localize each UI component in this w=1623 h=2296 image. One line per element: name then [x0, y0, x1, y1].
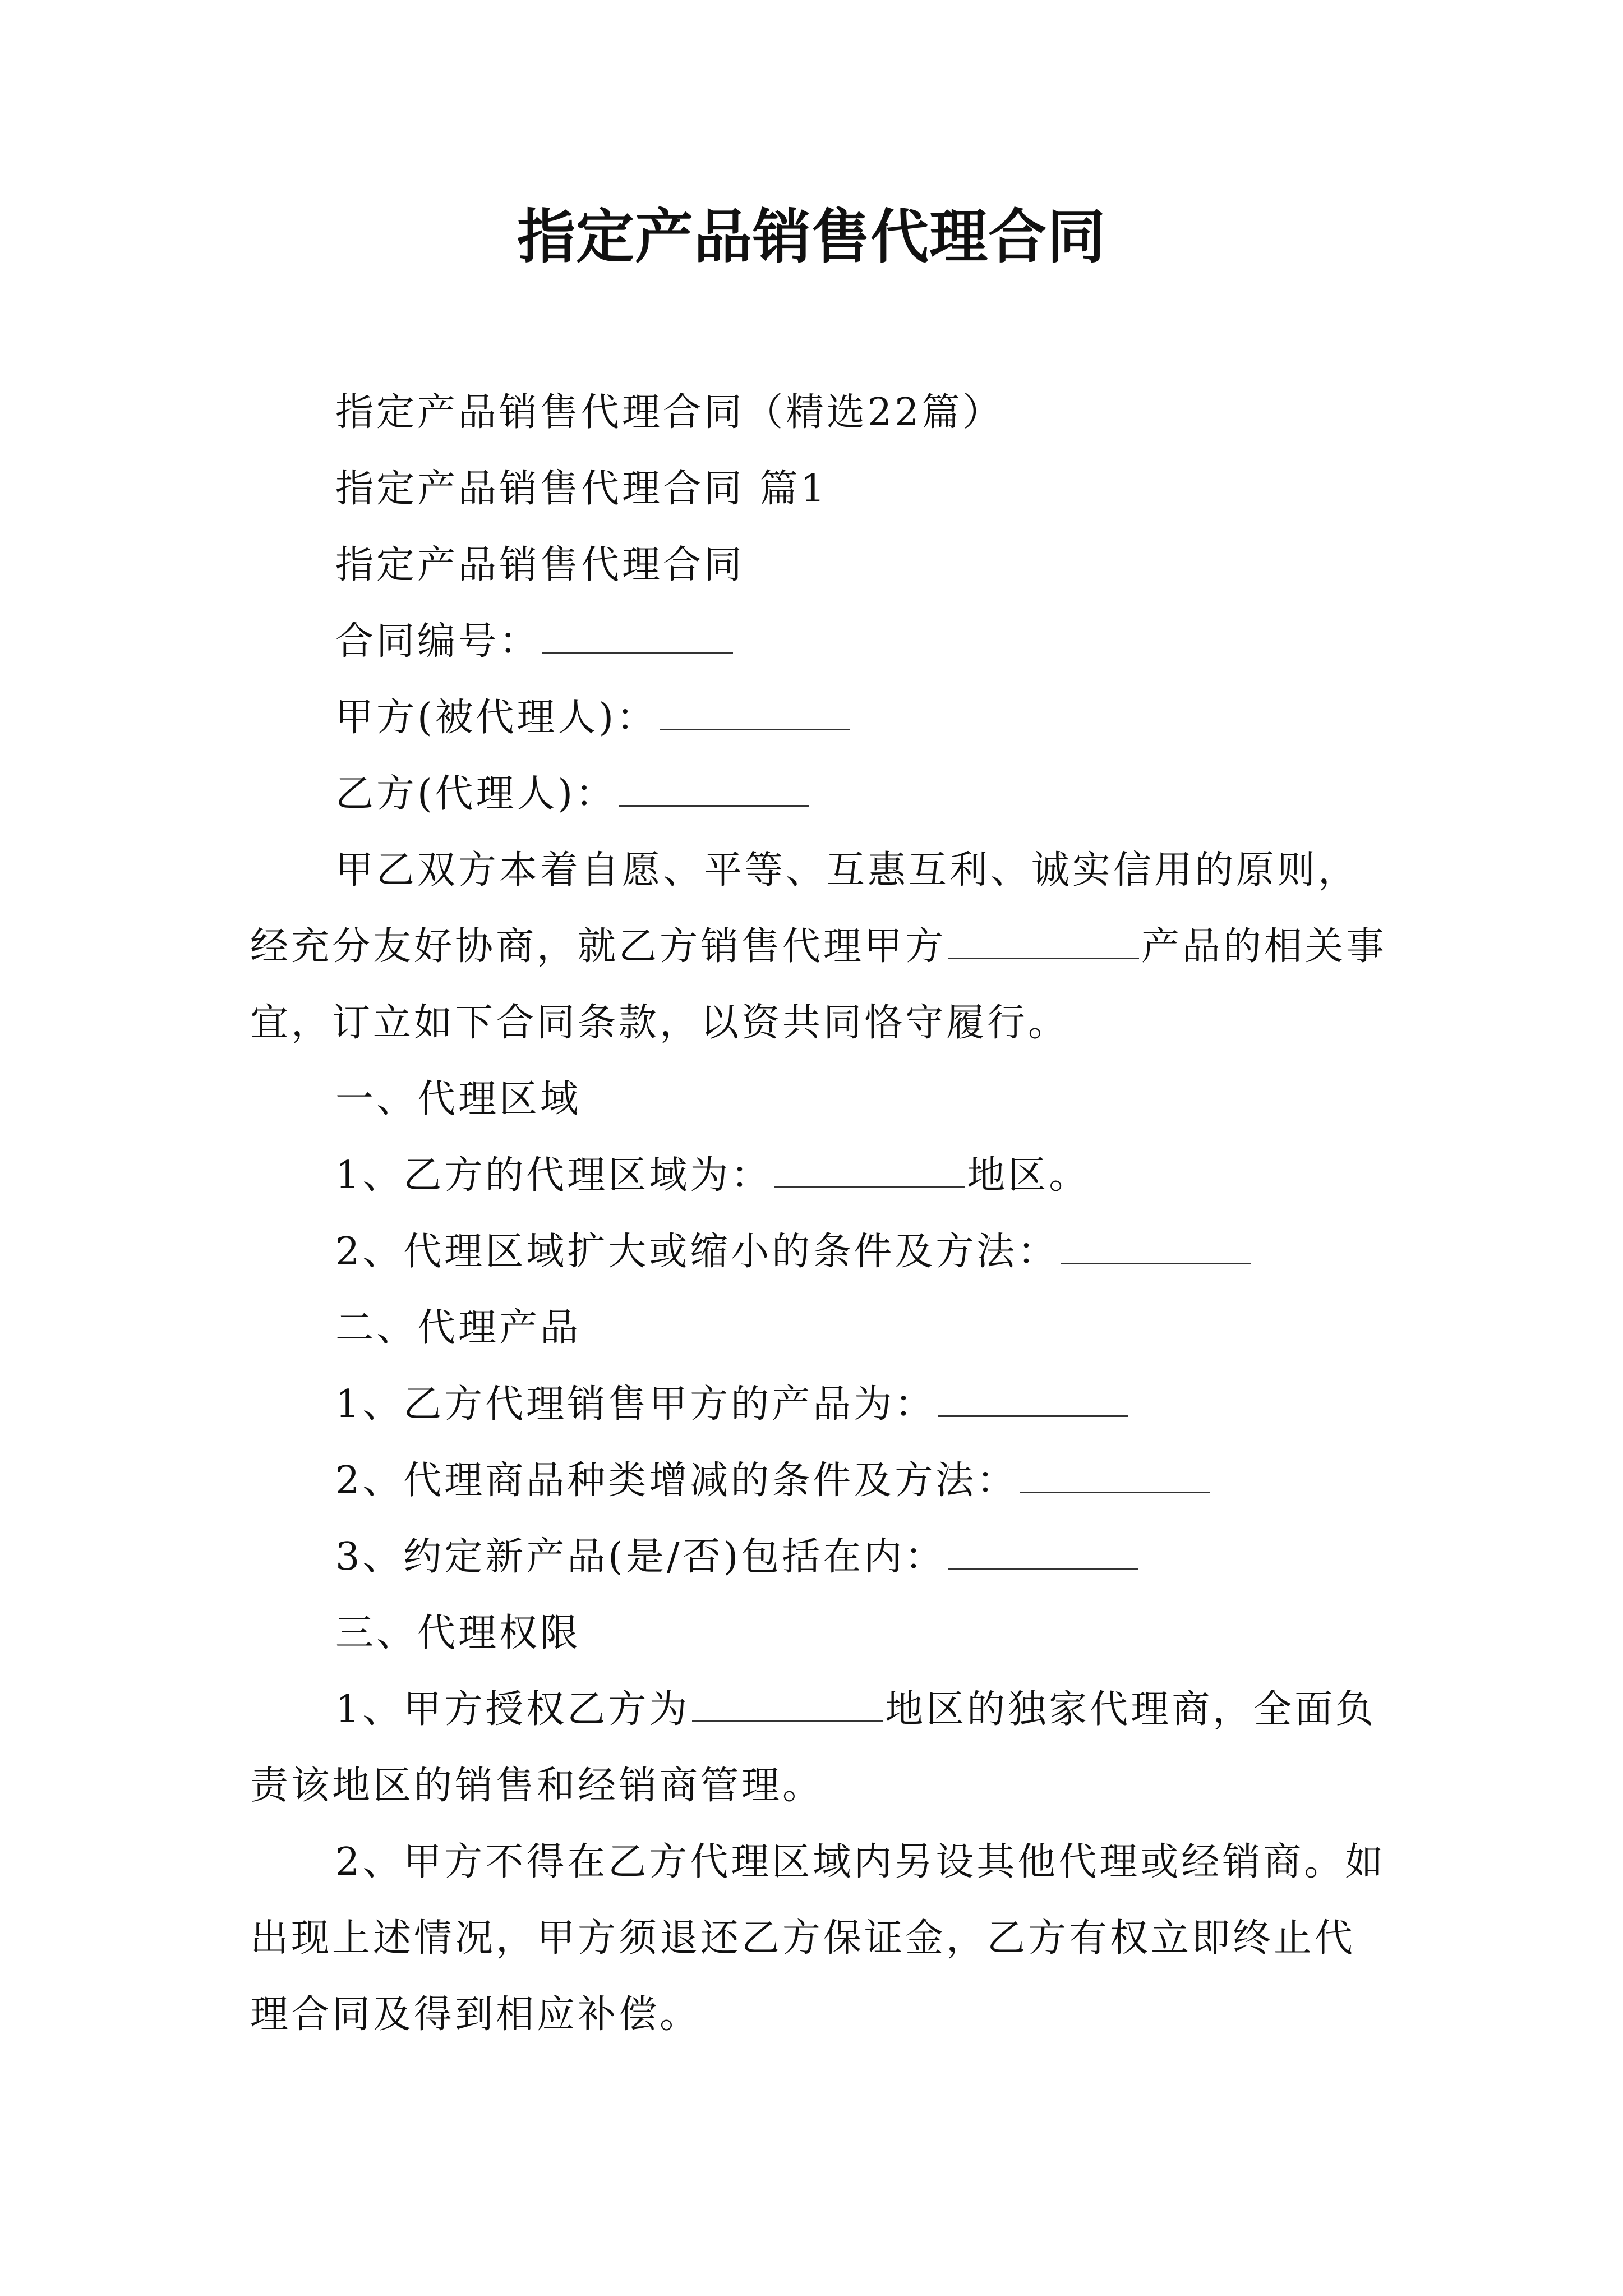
section3-item1-before: 1、甲方授权乙方为 — [335, 1687, 690, 1732]
intro-paragraph — [250, 832, 1389, 1061]
section1-item2-text: 2、代理区域扩大或缩小的条件及方法： — [335, 1230, 1059, 1274]
section2-item1 — [250, 1366, 1389, 1443]
document-body — [250, 375, 1389, 2053]
section1-item1-before: 1、乙方的代理区域为： — [335, 1153, 772, 1198]
exclusive-region-blank — [692, 1687, 883, 1722]
party-b-blank — [619, 771, 809, 807]
document-title: 指定产品销售代理合同 — [517, 203, 1106, 271]
party-b-line — [250, 756, 1389, 832]
section3-item2: 2、甲方不得在乙方代理区域内另设其他代理或经销商。如出现上述情况，甲方须退还乙方保证金，乙方有权立即终止代理合同及得到相应补偿。 — [250, 1840, 1386, 2037]
section3-item1-after: 地区的独家代理商，全面负责该地区的销售和经销商管理。 — [250, 1687, 1377, 1808]
section2-item2 — [250, 1443, 1389, 1519]
intro-text-before: 甲乙双方本着自愿、平等、互惠互利、诚实信用的原则，经充分友好协商，就乙方销售代理甲方 — [250, 848, 1359, 969]
section2-item2-text: 2、代理商品种类增减的条件及方法： — [335, 1458, 1018, 1503]
section1-heading: 一、代理区域 — [335, 1077, 582, 1121]
section1-item1-after: 地区。 — [967, 1153, 1090, 1198]
party-a-blank — [660, 695, 850, 730]
party-b-label: 乙方(代理人)： — [335, 772, 617, 816]
products-blank — [938, 1382, 1128, 1417]
product-change-blank — [1020, 1458, 1210, 1493]
party-a-line — [250, 680, 1389, 756]
party-a-label: 甲方(被代理人)： — [335, 696, 658, 740]
intro-text-after: 产品的相关事宜，订立如下合同条款，以资共同恪守履行。 — [250, 924, 1387, 1045]
section2-item3-text: 3、约定新产品(是/否)包括在内： — [335, 1535, 946, 1579]
contract-no-label: 合同编号： — [335, 619, 541, 664]
section3-item1 — [250, 1672, 1389, 1824]
new-product-blank — [948, 1534, 1138, 1570]
section1-item1 — [250, 1138, 1389, 1214]
contract-name: 指定产品销售代理合同 — [335, 543, 745, 587]
contract-no-blank — [542, 619, 733, 654]
section2-heading: 二、代理产品 — [335, 1306, 582, 1350]
section-heading: 指定产品销售代理合同 篇1 — [335, 467, 828, 511]
contract-no-line — [250, 604, 1389, 680]
document-subtitle: 指定产品销售代理合同（精选22篇） — [335, 390, 1004, 435]
section2-item3 — [250, 1519, 1389, 1595]
region-change-blank — [1061, 1229, 1251, 1264]
product-blank — [948, 924, 1139, 959]
section1-item2 — [250, 1214, 1389, 1290]
region-blank — [774, 1153, 965, 1188]
section3-heading: 三、代理权限 — [335, 1611, 582, 1655]
section2-item1-text: 1、乙方代理销售甲方的产品为： — [335, 1382, 936, 1427]
